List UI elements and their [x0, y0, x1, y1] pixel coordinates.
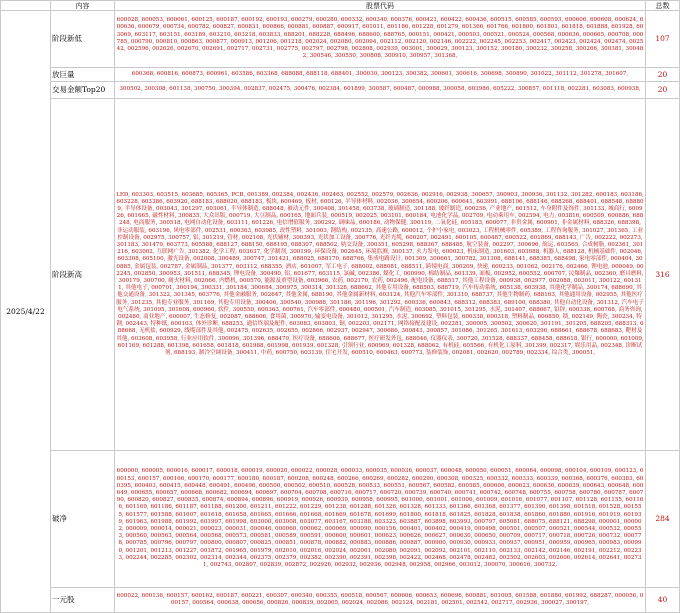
table-row: [1, 99, 680, 451]
row-codes: 600022, 600136, 600157, 600162, 600187, 600221, 600307, 600340, 600355, 600518, 600567, 600606, 600653, 600696, 600881, 601005, 601588, 601880, 601992, 688287, 000056, 000157, 000564, 000638, 000656, 000826, 000839, 002005, 002024, 002086, 002124, 002181, 002501, 002542, 002717, 002936, 300027, 300197,: [115, 587, 646, 612]
header-total: 总数: [646, 1, 680, 11]
row-name: 放巨量: [51, 67, 115, 81]
row-total: 316: [646, 99, 680, 451]
row-codes: 600000, 600005, 600016, 600017, 600018, 600019, 600020, 600022, 600028, 600033, 600035, 600036, 600037, 600048, 600050, 600051, 600064, 600098, 600104, 600109, 600123, 600153, 600157, 600166, 600170, 600177, 600180, 600187, 600208, 600248, 600266, 600269, 600282, 600290, 600308, 600325, 600332, 600333, 600339, 600368, 600376, 600383, 600395, 600403, 600415, 600448, 600491, 600496, 600500, 600502, 600510, 600528, 600533, 600551, 600567, 600582, 600585, 600606, 600623, 600636, 600639, 600643, 600648, 600649, 600655, 600657, 600668, 600682, 600694, 600697, 600704, 600708, 600716, 600717, 600720, 600739, 600740, 600741, 600742, 600748, 600755, 600758, 600780, 600787, 600790, 600820, 600827, 600835, 600874, 600894, 600896, 600919, 600926, 600939, 600958, 600995, 601000, 601001, 601006, 601009, 601016, 601077, 601107, 601128, 601155, 601166, 601169, 601186, 601187, 601188, 601200, 601211, 601222, 601229, 601238, 601288, 601326, 601328, 601333, 601366, 601368, 601377, 601390, 601398, 601518, 601528, 601555, 601577, 601588, 601607, 601618, 601658, 601665, 601666, 601668, 601669, 601678, 601699, 601800, 601818, 601825, 601828, 601838, 601860, 601880, 601916, 601919, 601939, 601963, 601988, 601992, 601997, 601998, 603000, 603008, 603077, 603167, 603188, 603323, 603887, 603898, 603993, 000797, 605081, 688075, 688121, 688298, 000001, 000002, 000009, 000014, 000021, 000023, 000031, 000046, 000060, 000062, 000069, 000090, 000156, 000401, 000402, 000419, 000498, 000501, 000507, 000521, 000544, 000532, 000553, 000560, 000563, 000564, 000568, 000573, 000581, 000589, 000591, 000600, 000601, 000623, 000626, 000627, 000630, 000650, 000709, 000717, 000718, 000726, 000732, 000778, 000785, 000796, 000797, 000800, 000807, 000825, 000851, 000878, 000882, 000883, 000886, 000887, 000900, 000930, 000933, 000937, 000951, 000959, 000965, 000983, 000990, 001201, 001213, 001227, 001872, 001965, 001979, 002010, 002016, 002024, 002061, 002080, 002091, 002092, 002101, 002110, 002133, 002142, 002146, 002191, 002212, 002233, 002244, 002285, 002302, 002314, 002344, 002375, 002379, 002382, 002390, 002391, 002398, 002422, 002468, 002478, 002482, 002502, 002603, 002606, 002614, 002641, 002731, 002743, 002807, 002839, 002872, 002926, 002932, 002936, 002948, 002958, 002966, 003012, 300070, 300616, 300732,: [115, 450, 646, 587]
row-total: 20: [646, 67, 680, 81]
table-row: [1, 81, 680, 98]
row-codes: 600368, 600816, 600873, 600961, 603586, 603368, 688088, 688118, 688401, 300030, 300123, 300382, 300601, 300616, 300698, 300890, 301022, 301112, 301278, 301607,: [115, 67, 646, 81]
table-row: [1, 67, 680, 81]
table-row: [1, 587, 680, 612]
header-content: 内容: [51, 1, 115, 11]
row-name: 阶段新低: [51, 11, 115, 68]
date-cell: 2025/4/22: [1, 11, 51, 613]
row-name: 破净: [51, 450, 115, 587]
row-total: 20: [646, 81, 680, 98]
row-codes: LED, 603303, 603515, 603685, 605365, PCB, 001389, 002384, 002436, 002463, 002552, 002579, 002636, 002916, 002938, 300657, 300903, 300936, 301132, 301282, 600183, 603186, 603228, 603386, 603920, 688183, 688020, 688183, 板块, 600469, 板材, 600126, 半导体材料, 002036, 300654, 600206, 600641, 603991, 688106, 688146, 688268, 688401, 688548, 688809, 半导体设备, 003043, 301297, 603061, 半导体制造, 688048, 被动元件, 300408, 301458, 603738, 玻璃制造, 301188, 玻纤制造, 600256, 产业地产, 601512, 车身附件及饰件, 301133, 城商行, 600926, 601665, 磁性材料, 300835, 大众出版, 000719, 大豆制品, 600165, 地面兵装, 000519, 002025, 003101, 600184, 电池化学品, 002709, 电动乘用车, 002594, 电力, 003816, 600509, 600886, 688248, 电商服务, 300518, 电网自动化设备, 603111, 601226, 电信增值服务, 300292, 调味品, 600186, 动物保健, 300119, 二氧化硅, 605183, 600077, 非贵金属, 600901, 非金属材料, 688326, 688398, 非运动服装, 603196, 风电零部件, 002531, 600363, 603985, 改性塑料, 301003, 钢结构, 002135, 高速公路, 600012, 个护小家电, 003023, 工程机械零件, 605389, 工程咨询服务, 301027, 301365, 工业控制设备, 002975, 300757, 铝, 301219, 管材, 002108, 光伏辅材, 300393, 光伏加工设备, 300776, 光纤光缆, 600207, 002491, 600105, 600487, 600522, 601869, 688143, 广告, 002222, 002273, 301183, 301479, 603773, 605588, 688127, 688150, 688195, 688307, 688502, 轨交设备, 300351, 605298, 688367, 688485, 航空装备, 002297, 300696, 航运, 603565, 合成树脂, 002361, 301216, 603002, 互联网广告, 301382, 化学工程, 603637, 化学制剂, 300199, 环保设备, 002645, 环境监测, 300137, 火力发电, 600023, 机床制造, 301603, 603088, 机器人, 688128, 机械基础件, 002046, 603308, 605100, 激光设备, 002008, 300489, 300747, 301421, 688025, 688170, 688766, 集成电路设计, 001309, 300661, 300782, 301308, 688141, 688385, 688498, 家电零部件, 000404, 300885, 金属包装, 002787, 金属制品, 301377, 603112, 688355, 酒店, 601007, 军工电子, 688002, 688081, 688511, 跨境电商, 300209, 快递, 600233, 001062, 002176, 002466, 锂电池, 000049, 002245, 002850, 300953, 301511, 688345, 锂电设备, 300490, 铝, 601677, 603115, 氯碱, 002386, 煤化工, 000990, 棉纺制品, 601339, 面板, 002952, 600552, 600707, 民爆制品, 002360, 磨具磨料, 300179, 300700, 耐火材料, 002066, 内燃机, 000570, 能源及重型设备, 603966, 农药, 002170, 农药, 002496, 配电设备, 688517, 其他工程设备, 000938, 002977, 002088, 003011, 300122, 601311, 其他电子, 000701, 300194, 300331, 301184, 300684, 300975, 300314, 301328, 688662, 其他专用设备, 688503, 688719, 汽车传动系统, 605138, 603938, 其他化学制品, 300174, 688690, 其他交通设备, 301322, 301345, 603776, 其他金融服务, 002647, 其他金属, 688190, 其他金属新材料, 603124, 其他汽车零部件, 301310, 688737, 其他生物制药, 688163, 其他通用设备, 002955, 其他医疗服务, 301235, 其他专业服务, 301169, 其他专用设备, 300406, 300540, 300988, 301186, 301196, 301292, 600336, 600843, 688312, 688383, 689100, 688380, 其他自动化设备, 301312, 汽车电子电气系统, 301095, 301608, 600960, 软件, 300550, 600363, 600761, 汽车零部件, 600480, 600501, 汽车制造, 603085, 301015, 301295, 水泥, 301407, 688667, 铅锌, 600338, 600768, 商务咨询, 002480, 商业地产, 600007, 生态修复, 002087, 688606, 食用菌, 300970, 输变电设备, 301012, 301295, 水泥, 300692, 塑料包装, 600338, 600318, 塑料制品, 600850, 锁, 002149, 陶瓷, 300234, 特钢, 002443, 特种纸, 600103, 体外诊断, 688253, 通信终端及配件, 603083, 603803, 铜, 002203, 002171, 网络接配及建设, 002281, 300005, 300502, 300620, 301191, 301205, 688205, 688313, 688668, 无机盐, 600929, 线缆部件及其他, 002475, 002635, 002655, 002866, 002937, 002947, 300686, 300843, 300857, 301086, 301265, 301613, 603296, 688661, 688678, 688683, 靶材及其他, 603608, 603958, 行业应用软件, 300096, 301396, 688479, 医疗设备, 688606, 688677, 医疗研发外包, 688046, 仪器仪表, 300720, 301528, 688337, 688458, 688618, 银行, 600000, 601009, 601169, 601288, 601398, 601658, 601818, 601988, 601998, 601939, 601328, 引领行业, 600969, 601328, 688062, 有机硅, 605566, 有机化工原料, 301399, 002317, 娱乐用品, 002348, 诊断试剂, 688193, 制冷空调设备, 300411, 中药, 600750, 603139, 住宅开发, 600510, 600463, 600773, 装修装饰, 002081, 002620, 002789, 002334, 综合类, 300051,: [115, 99, 646, 451]
row-name: 交易金额Top20: [51, 81, 115, 98]
header-blank-cell: [1, 1, 51, 11]
table-row: [1, 450, 680, 587]
row-name: 阶段新高: [51, 99, 115, 451]
header-codes: 股票代码: [115, 1, 646, 11]
row-total: 284: [646, 450, 680, 587]
table-row: [1, 11, 680, 68]
header-row: [1, 1, 680, 11]
row-codes: 600028, 600053, 600061, 600125, 600187, 600192, 600193, 600279, 600280, 600332, 600340, 600376, 600421, 600422, 600436, 600515, 600585, 600593, 600606, 600608, 600624, 600636, 600679, 600734, 600782, 600827, 600831, 600866, 600881, 600887, 600917, 601011, 601186, 601228, 601279, 601366, 601766, 601800, 601801, 601818, 601888, 601928, 603069, 603117, 603151, 603189, 603210, 603218, 603833, 688201, 688228, 688496, 688600, 688765, 000151, 000421, 000503, 000521, 000524, 000568, 000636, 000665, 000708, 000785, 000790, 000810, 000863, 000877, 000913, 001206, 001218, 002024, 002080, 002094, 002112, 002120, 002146, 002222, 002245, 002253, 002417, 002423, 002424, 002474, 002542, 002596, 002626, 002670, 002691, 002717, 002731, 002775, 002797, 002798, 002808, 002939, 003001, 300029, 300123, 300152, 300180, 300232, 300258, 300266, 300381, 300482, 300546, 300550, 300808, 300910, 300957, 301368,: [115, 11, 646, 68]
row-name: 一元股: [51, 587, 115, 612]
row-total: 40: [646, 587, 680, 612]
row-codes: 300502, 300308, 601138, 300750, 300394, 002837, 002475, 300476, 002384, 601899, 300587, 600487, 000988, 300058, 603986, 605222, 300857, 601118, 002281, 603083, 600938,: [115, 81, 646, 98]
row-total: 107: [646, 11, 680, 68]
